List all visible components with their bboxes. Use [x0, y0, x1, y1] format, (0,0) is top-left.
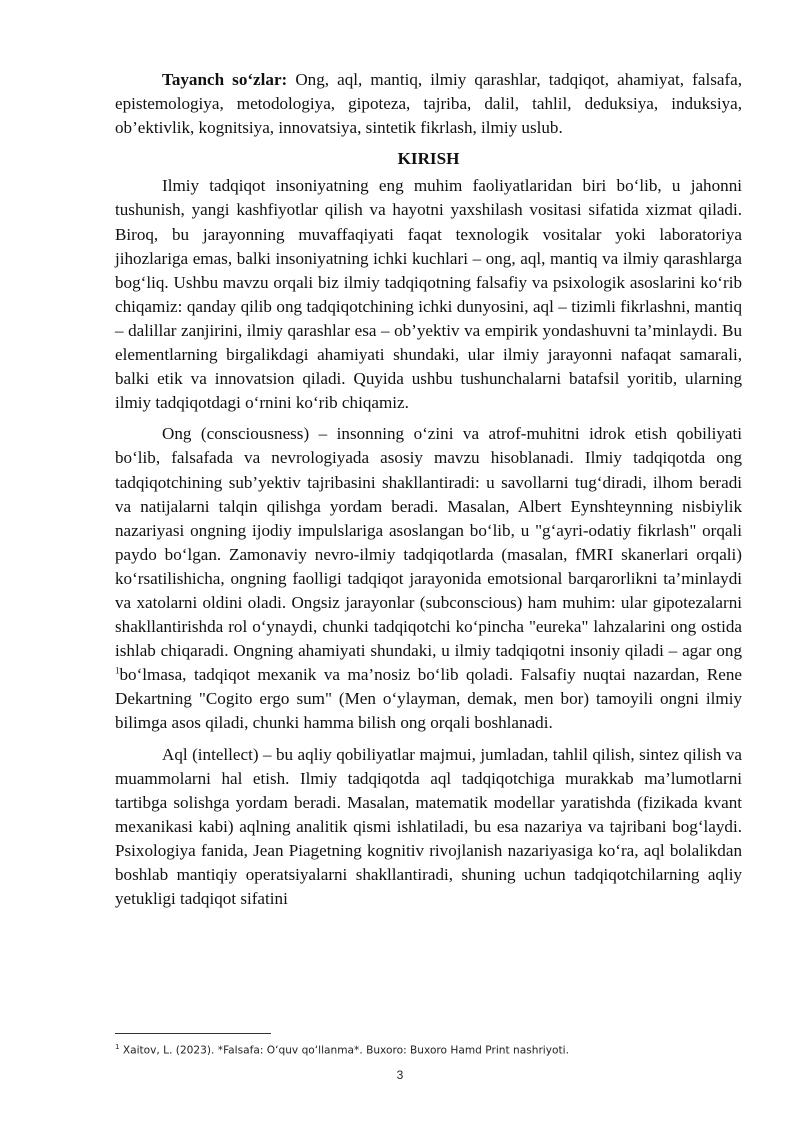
- ong-text-part2: bo‘lmasa, tadqiqot mexanik va ma’nosiz bo‘lib qoladi. Falsafiy nuqtai nazardan, Rene Dekartning "Cogito ergo sum" (Men o‘ylayman, demak, men bor) tamoyili ongni ilmiy bilimga asos qiladi, chunki hamma bilish ong orqali boshlanadi.: [115, 665, 742, 733]
- document-body: [115, 68, 742, 911]
- keywords-paragraph: [115, 68, 742, 140]
- footnote-text: Xaitov, L. (2023). *Falsafa: O‘quv qo‘llanma*. Buxoro: Buxoro Hamd Print nashriyoti.: [119, 1044, 569, 1057]
- ong-paragraph: [115, 422, 742, 735]
- ong-text-part1: Ong (consciousness) – insonning o‘zini va atrof-muhitni idrok etish qobiliyati bo‘lib, falsafada va nevrologiyada asosiy mavzu hisoblanadi. Ilmiy tadqiqotda ong tadqiqotchining sub’yektiv tajribasini shakllantiradi: u savollarni tug‘diradi, ilhom beradi va natijalarni talqin qilishga yordam beradi. Masalan, Albert Eynshteynning nisbiylik nazariyasi ongning ijodiy impulslariga asoslangan bo‘lib, u "g‘ayri-odatiy fikrlash" orqali paydo bo‘lgan. Zamonaviy nevro-ilmiy tadqiqotlarda (masalan, fMRI skanerlari orqali) ko‘rsatilishicha, ongning faolligi tadqiqot jarayonida emotsional barqarorlikni ta’minlaydi va xatolarni oldini oladi. Ongsiz jarayonlar (subconscious) ham muhim: ular gipotezalarni shakllantirishda rol o‘ynaydi, chunki tadqiqotchi ko‘pincha "eureka" lahzalarini ong ostida ishlab chiqaradi. Ongning ahamiyati shundaki, u ilmiy tadqiqotni insoniy qiladi – agar ong: [115, 424, 742, 661]
- footnote: [115, 1040, 755, 1058]
- aql-paragraph: Aql (intellect) – bu aqliy qobiliyatlar majmui, jumladan, tahlil qilish, sintez qilish va muammolarni hal etish. Ilmiy tadqiqotda aql tadqiqotchiga murakkab ma’lumotlarni tartibga solishga yordam beradi. Masalan, matematik modellar yaratishda (fizikada kvant mexanikasi kabi) aqlning analitik qismi ishlatiladi, bu esa nazariya va tajribani bog‘laydi. Psixologiya fanida, Jean Piagetning kognitiv rivojlanish nazariyasiga ko‘ra, aql bolalikdan boshlab mantiqiy operatsiyalarni shakllantiradi, shuning uchun tadqiqotchilarning aqliy yetukligi tadqiqot sifatini: [115, 744, 742, 909]
- keywords-label: Tayanch so‘zlar:: [162, 70, 288, 89]
- footnote-divider: [115, 1033, 271, 1034]
- keywords-text: Ong, aql, mantiq, ilmiy qarashlar, tadqiqot, ahamiyat, falsafa, epistemologiya, metodologiya, gipoteza, tajriba, dalil, tahlil, deduksiya, induksiya, ob’ektivlik, kognitsiya, innovatsiya, sintetik fikrlash, ilmiy uslub.: [115, 70, 742, 138]
- footnote-reference[interactable]: 1: [115, 665, 120, 676]
- intro-paragraph: Ilmiy tadqiqot insoniyatning eng muhim faoliyatlaridan biri bo‘lib, u jahonni tushunish, yangi kashfiyotlar qilish va hayotni yaxshilash vositasi sifatida xizmat qiladi. Biroq, bu jarayonning muvaffaqiyati faqat texnologik vositalar yoki laboratoriya jihozlariga emas, balki insoniyatning ichki kuchlari – ong, aql, mantiq va ilmiy qarashlarga bog‘liq. Ushbu mavzu orqali biz ilmiy tadqiqotning falsafiy va psixologik asoslarini ko‘rib chiqamiz: qanday qilib ong tadqiqotchining ichki dunyosini, aql – tizimli fikrlashni, mantiq – dalillar zanjirini, ilmiy qarashlar esa – ob’yektiv va empirik yondashuvni ta’minlaydi. Bu elementlarning birgalikdagi ahamiyati shundaki, ular ilmiy jarayonni nafaqat samarali, balki etik va innovatsion qiladi. Quyida ushbu tushunchalarni batafsil yoritib, ularning ilmiy tadqiqotdagi o‘rnini ko‘rib chiqamiz.: [115, 176, 742, 413]
- footnote-marker: 1: [115, 1043, 120, 1051]
- page-number: 3: [396, 1068, 404, 1082]
- section-heading: KIRISH: [397, 149, 460, 169]
